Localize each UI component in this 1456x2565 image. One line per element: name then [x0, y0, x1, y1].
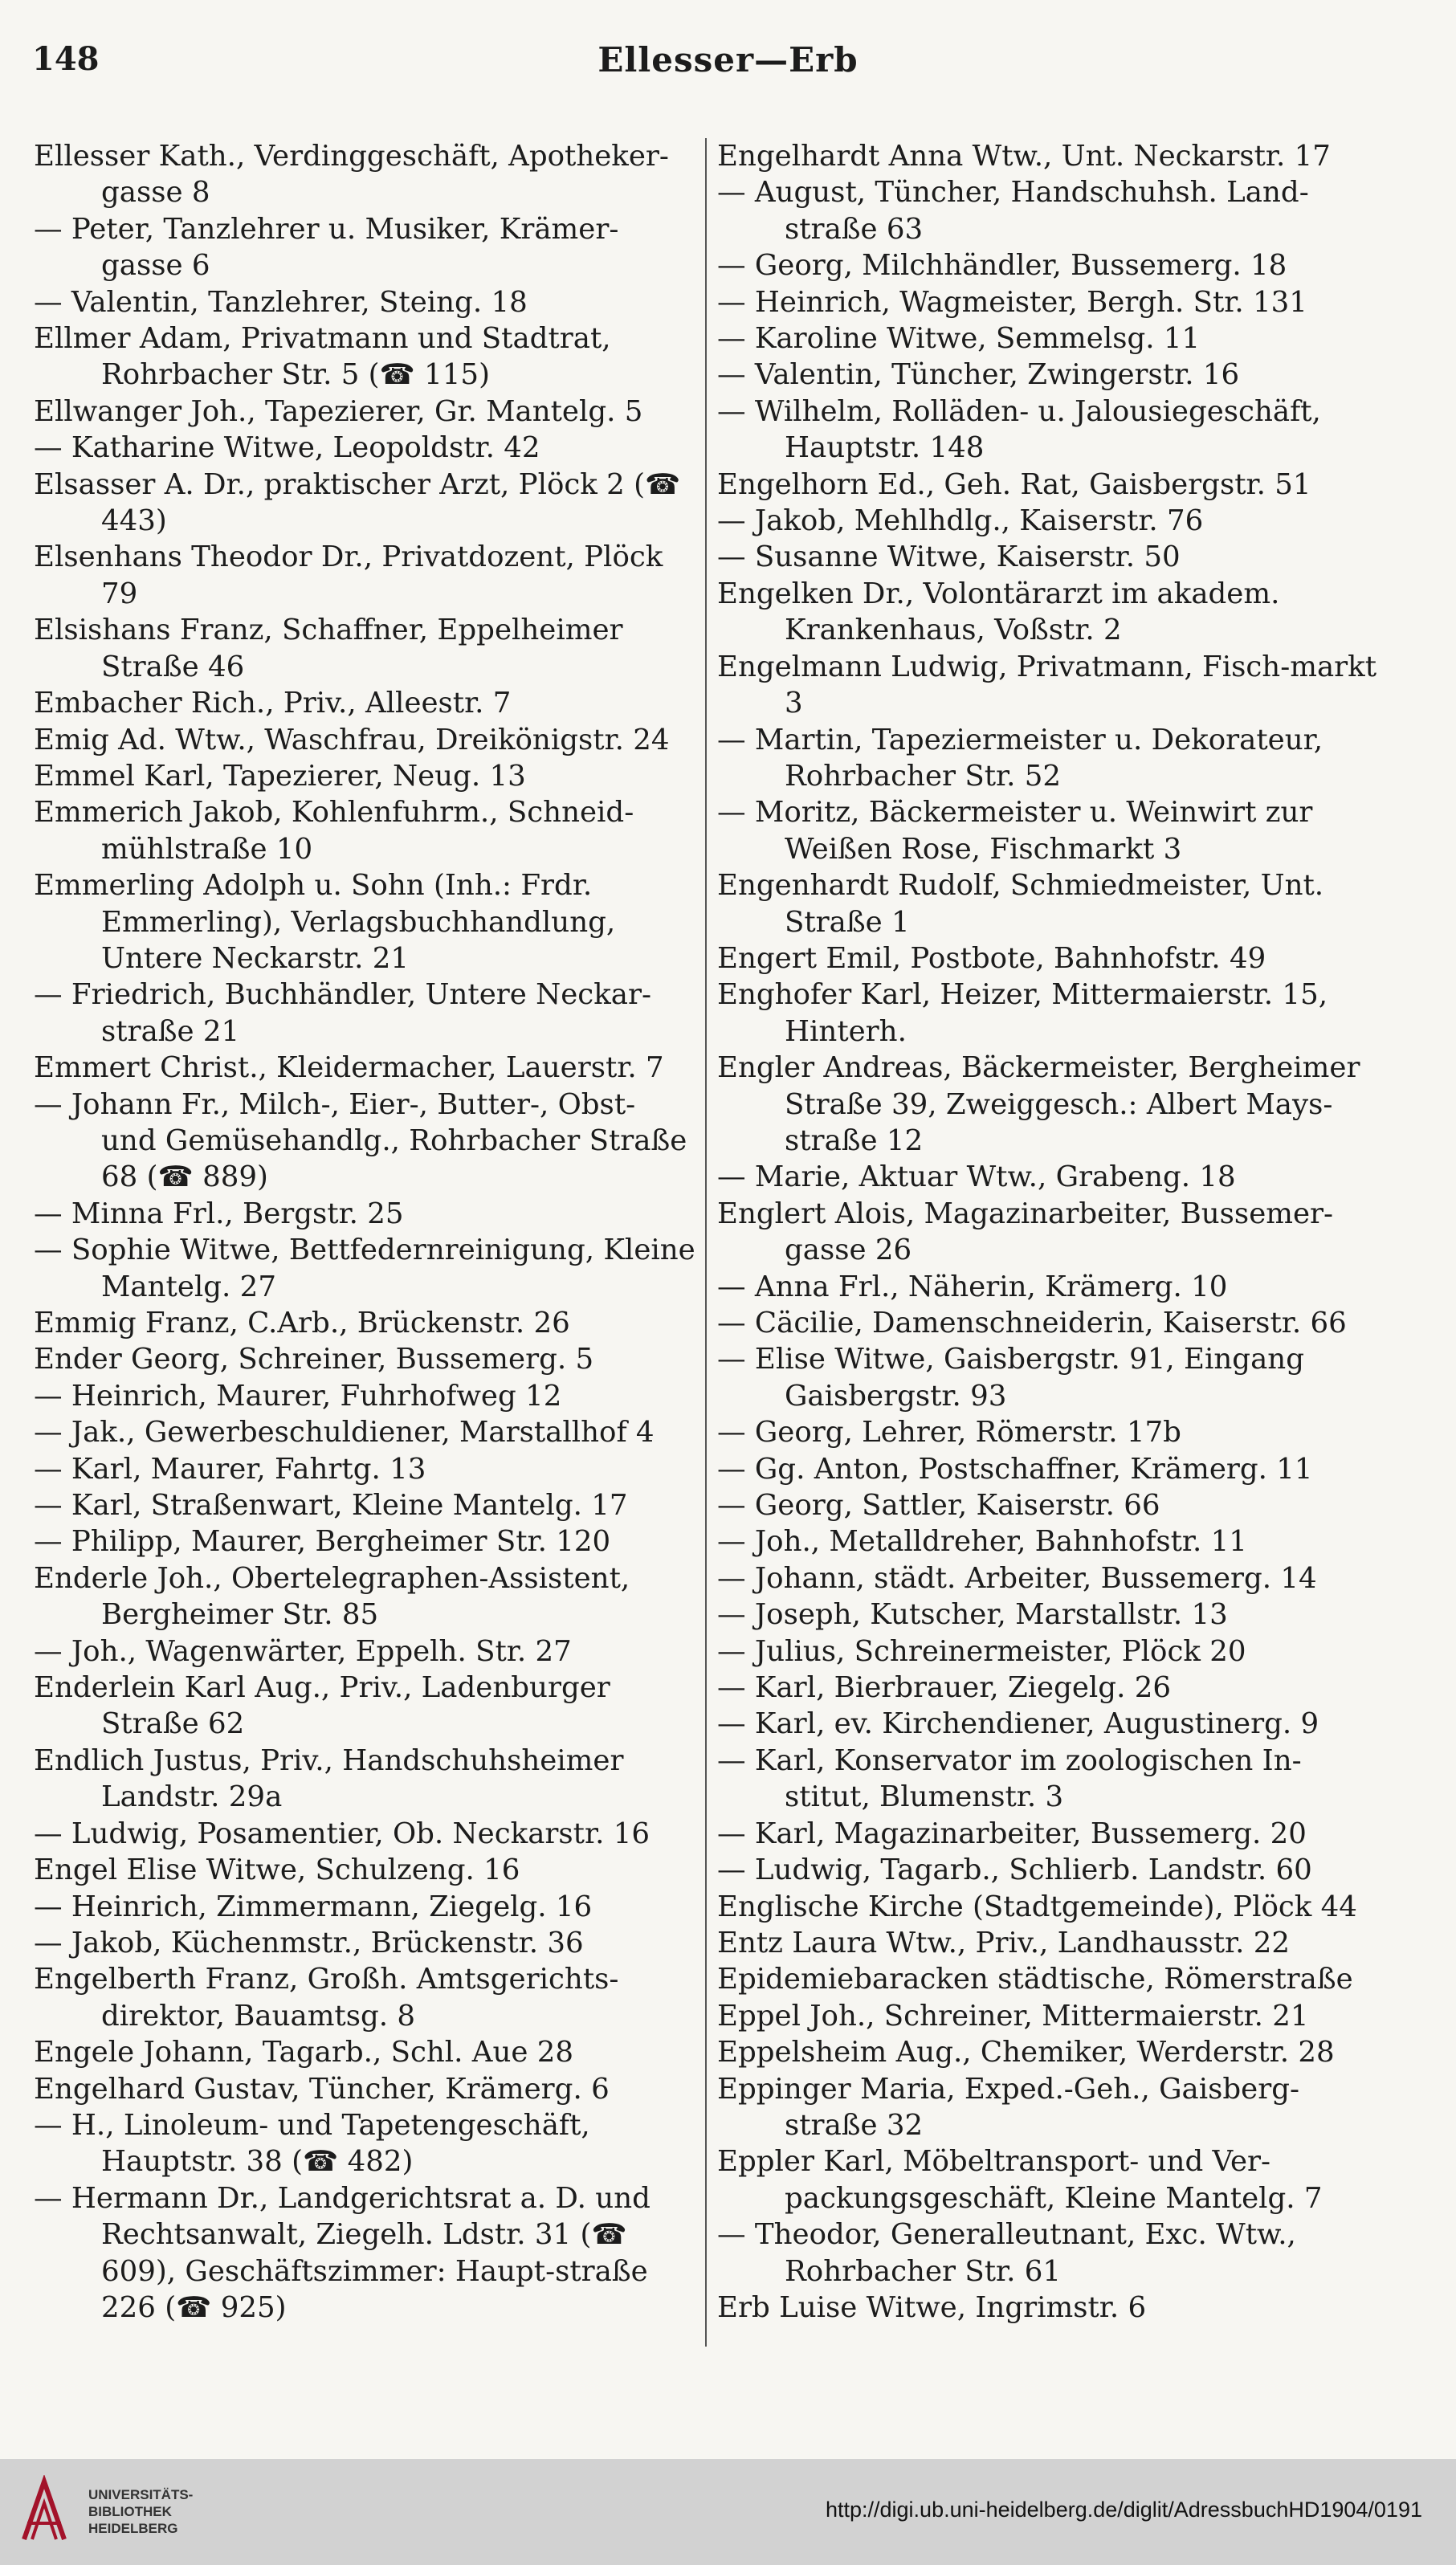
directory-entry: Emmert Christ., Kleidermacher, Lauerstr. 7	[34, 1051, 664, 1085]
directory-entry: Engelhorn Ed., Geh. Rat, Gaisbergstr. 51	[717, 467, 1311, 501]
directory-entry: — Moritz, Bäckermeister u. Weinwirt zur Weißen Rose, Fischmarkt 3	[717, 796, 1313, 866]
directory-entry: — Joh., Wagenwärter, Eppelh. Str. 27	[34, 1634, 572, 1668]
directory-entry: Engele Johann, Tagarb., Schl. Aue 28	[34, 2036, 574, 2070]
directory-entry: — Theodor, Generalleutnant, Exc. Wtw., Rohrbacher Str. 61	[717, 2218, 1296, 2288]
directory-entry: Enghofer Karl, Heizer, Mittermaierstr. 15, Hinterh.	[717, 978, 1328, 1048]
directory-entry: Epidemiebaracken städtische, Römerstraße	[717, 1963, 1353, 1996]
directory-entry: Engelhard Gustav, Tüncher, Krämerg. 6	[34, 2072, 610, 2106]
directory-entry: — Karl, Konservator im zoologischen In-stitut, Blumenstr. 3	[717, 1743, 1302, 1814]
directory-entry: — Johann Fr., Milch-, Eier-, Butter-, Obst- und Gemüsehandlg., Rohrbacher Straße 68 (☎ 889)	[34, 1087, 687, 1194]
page-header	[0, 32, 1456, 96]
column-divider	[705, 138, 707, 2347]
directory-entry: — Gg. Anton, Postschaffner, Krämerg. 11	[717, 1452, 1313, 1486]
directory-entry: — Joseph, Kutscher, Marstallstr. 13	[717, 1598, 1228, 1632]
directory-entry: Ellwanger Joh., Tapezierer, Gr. Mantelg. 5	[34, 394, 643, 428]
library-name-line: UNIVERSITÄTS-	[88, 2487, 194, 2502]
directory-entry: — Wilhelm, Rolläden- u. Jalousiegeschäft, Hauptstr. 148	[717, 394, 1321, 465]
directory-entry: Ellmer Adam, Privatmann und Stadtrat, Rohrbacher Str. 5 (☎ 115)	[34, 322, 611, 392]
directory-entry: Erb Luise Witwe, Ingrimstr. 6	[717, 2290, 1147, 2324]
directory-entry: Emmerling Adolph u. Sohn (Inh.: Frdr. Emmerling), Verlagsbuchhandlung, Untere Neckarstr. 21	[34, 869, 616, 975]
directory-entry: — Ludwig, Posamentier, Ob. Neckarstr. 16	[34, 1817, 650, 1850]
directory-entry: — Valentin, Tüncher, Zwingerstr. 16	[717, 358, 1240, 392]
directory-entry: Emmerich Jakob, Kohlenfuhrm., Schneid-mühlstraße 10	[34, 796, 634, 866]
directory-entry: Engert Emil, Postbote, Bahnhofstr. 49	[717, 941, 1266, 975]
directory-entry: Emmel Karl, Tapezierer, Neug. 13	[34, 759, 526, 793]
directory-entry: Eppelsheim Aug., Chemiker, Werderstr. 28	[717, 2036, 1335, 2070]
footer-band	[0, 2459, 1456, 2565]
directory-entry: Enderlein Karl Aug., Priv., Ladenburger Straße 62	[34, 1671, 610, 1741]
directory-entry: Emig Ad. Wtw., Waschfrau, Dreikönigstr. 24	[34, 723, 670, 756]
directory-entry: — Joh., Metalldreher, Bahnhofstr. 11	[717, 1525, 1247, 1559]
directory-entry: Enderle Joh., Obertelegraphen-Assistent, Bergheimer Str. 85	[34, 1561, 630, 1632]
source-url-link[interactable]: http://digi.ub.uni-heidelberg.de/diglit/AdressbuchHD1904/0191	[825, 2498, 1422, 2522]
library-logo-icon	[16, 2475, 72, 2547]
directory-entry: — Jak., Gewerbeschuldiener, Marstallhof 4	[34, 1416, 655, 1450]
directory-entry: — Georg, Sattler, Kaiserstr. 66	[717, 1489, 1160, 1523]
directory-entry: — Philipp, Maurer, Bergheimer Str. 120	[34, 1525, 611, 1559]
directory-entry: — Karoline Witwe, Semmelsg. 11	[717, 322, 1201, 356]
left-column	[34, 138, 699, 2326]
directory-entry: Eppinger Maria, Exped.-Geh., Gaisberg-straße 32	[717, 2072, 1300, 2142]
directory-entry: — Karl, ev. Kirchendiener, Augustinerg. 9	[717, 1707, 1319, 1741]
directory-entry: Engelken Dr., Volontärarzt im akadem. Krankenhaus, Voßstr. 2	[717, 577, 1280, 647]
directory-entry: Ender Georg, Schreiner, Bussemerg. 5	[34, 1343, 594, 1376]
directory-entry: — Johann, städt. Arbeiter, Bussemerg. 14	[717, 1561, 1317, 1595]
directory-entry: — Susanne Witwe, Kaiserstr. 50	[717, 540, 1181, 574]
directory-entry: Engenhardt Rudolf, Schmiedmeister, Unt. Straße 1	[717, 869, 1324, 939]
directory-entry: Elsishans Franz, Schaffner, Eppelheimer Straße 46	[34, 614, 623, 683]
right-column	[717, 138, 1382, 2326]
directory-entry: — Minna Frl., Bergstr. 25	[34, 1197, 404, 1230]
directory-entry: Endlich Justus, Priv., Handschuhsheimer Landstr. 29a	[34, 1743, 624, 1814]
directory-entry: Engler Andreas, Bäckermeister, Bergheimer Straße 39, Zweiggesch.: Albert Mays-straße 12	[717, 1051, 1360, 1157]
directory-entry: — Georg, Milchhändler, Bussemerg. 18	[717, 249, 1287, 283]
directory-entry: — Heinrich, Maurer, Fuhrhofweg 12	[34, 1379, 562, 1413]
directory-entry: — Peter, Tanzlehrer u. Musiker, Krämer-gasse 6	[34, 212, 619, 283]
directory-entry: — Martin, Tapeziermeister u. Dekorateur, Rohrbacher Str. 52	[717, 723, 1323, 793]
running-head: Ellesser—Erb	[597, 40, 859, 80]
directory-entry: Emmig Franz, C.Arb., Brückenstr. 26	[34, 1307, 570, 1340]
directory-entry: Engelberth Franz, Großh. Amtsgerichts-direktor, Bauamtsg. 8	[34, 1963, 619, 2033]
directory-entry: — Marie, Aktuar Wtw., Grabeng. 18	[717, 1160, 1236, 1194]
library-name	[88, 2486, 193, 2537]
directory-entry: — Valentin, Tanzlehrer, Steing. 18	[34, 285, 528, 319]
directory-entry: — Cäcilie, Damenschneiderin, Kaiserstr. 66	[717, 1307, 1347, 1340]
directory-entry: Engelmann Ludwig, Privatmann, Fisch-markt 3	[717, 650, 1377, 720]
directory-entry: Ellesser Kath., Verdinggeschäft, Apotheker-gasse 8	[34, 140, 669, 210]
directory-entry: — August, Tüncher, Handschuhsh. Land-straße 63	[717, 176, 1309, 246]
directory-entry: — Jakob, Küchenmstr., Brückenstr. 36	[34, 1926, 584, 1959]
directory-entry: Entz Laura Wtw., Priv., Landhausstr. 22	[717, 1926, 1291, 1959]
directory-entry: — Karl, Bierbrauer, Ziegelg. 26	[717, 1671, 1171, 1705]
directory-entry: Englische Kirche (Stadtgemeinde), Plöck 44	[717, 1890, 1357, 1923]
directory-entry: — Karl, Straßenwart, Kleine Mantelg. 17	[34, 1489, 628, 1523]
directory-entry: — Heinrich, Zimmermann, Ziegelg. 16	[34, 1890, 593, 1923]
library-name-line: BIBLIOTHEK	[88, 2504, 172, 2519]
directory-entry: — Karl, Magazinarbeiter, Bussemerg. 20	[717, 1817, 1307, 1850]
library-name-line: HEIDELBERG	[88, 2521, 178, 2536]
directory-entry: — H., Linoleum- und Tapetengeschäft, Hauptstr. 38 (☎ 482)	[34, 2108, 590, 2179]
directory-entry: Eppel Joh., Schreiner, Mittermaierstr. 21	[717, 1999, 1309, 2033]
directory-entry: — Jakob, Mehlhdlg., Kaiserstr. 76	[717, 504, 1204, 538]
directory-entry: — Ludwig, Tagarb., Schlierb. Landstr. 60	[717, 1853, 1312, 1887]
directory-entry: Elsasser A. Dr., praktischer Arzt, Plöck 2 (☎ 443)	[34, 467, 681, 538]
directory-entry: — Karl, Maurer, Fahrtg. 13	[34, 1452, 426, 1486]
directory-entry: — Katharine Witwe, Leopoldstr. 42	[34, 431, 540, 465]
directory-entry: — Hermann Dr., Landgerichtsrat a. D. und Rechtsanwalt, Ziegelh. Ldstr. 31 (☎ 609), Geschäftszimmer: Haupt-straße 226 (☎ 925)	[34, 2181, 651, 2324]
directory-entry: Englert Alois, Magazinarbeiter, Bussemer-gasse 26	[717, 1197, 1334, 1267]
directory-entry: Elsenhans Theodor Dr., Privatdozent, Plöck 79	[34, 540, 663, 610]
directory-entry: Engel Elise Witwe, Schulzeng. 16	[34, 1853, 520, 1887]
directory-entry: — Sophie Witwe, Bettfedernreinigung, Kleine Mantelg. 27	[34, 1234, 695, 1303]
directory-entry: — Anna Frl., Näherin, Krämerg. 10	[717, 1270, 1228, 1303]
directory-entry: — Heinrich, Wagmeister, Bergh. Str. 131	[717, 285, 1307, 319]
directory-entry: — Friedrich, Buchhändler, Untere Neckar-straße 21	[34, 978, 652, 1048]
directory-entry: Engelhardt Anna Wtw., Unt. Neckarstr. 17	[717, 140, 1331, 173]
directory-entry: — Elise Witwe, Gaisbergstr. 91, Eingang Gaisbergstr. 93	[717, 1343, 1304, 1413]
page-number: 148	[32, 40, 100, 78]
directory-entry: — Georg, Lehrer, Römerstr. 17b	[717, 1416, 1181, 1450]
directory-entry: Eppler Karl, Möbeltransport- und Ver-packungsgeschäft, Kleine Mantelg. 7	[717, 2145, 1323, 2215]
directory-entry: Embacher Rich., Priv., Alleestr. 7	[34, 687, 512, 720]
directory-entry: — Julius, Schreinermeister, Plöck 20	[717, 1634, 1246, 1668]
